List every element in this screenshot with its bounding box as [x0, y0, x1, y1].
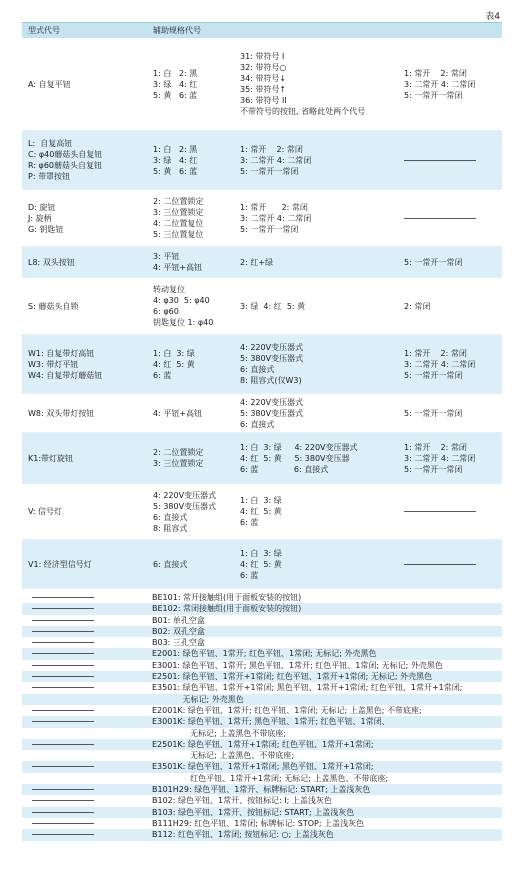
model-code-cell: L: 自复高钮 C: φ40蘑菇头自复钮 R: φ60蘑菇头自复钮 P: 带罩按钮 [28, 139, 103, 181]
option-cell: 3: 绿 4: 红 5: 黄 [240, 301, 306, 311]
empty-dash [32, 710, 94, 711]
table-row [22, 190, 502, 247]
special-text: B02: 双孔空盒 [152, 626, 205, 636]
special-text: E2001: 绿色平钮、1常开; 红色平钮、1常闭; 无标记; 外壳黑色 [152, 649, 377, 659]
option-cell: 1: 白 3: 绿 4: 红 5: 黄 6: 蓝 [240, 548, 282, 580]
contact-cell [404, 506, 476, 517]
special-text: E3501: 绿色平钮、1常开+1常闭; 黑色平钮、1常开+1常闭; 红色平钮、1常开+1常闭; [152, 683, 463, 693]
special-text: B03: 三孔空盒 [152, 638, 205, 648]
special-text: B103: 绿色平钮、1常开、按钮标记: START; 上盖浅灰色 [152, 807, 355, 817]
aux-code-cell: 2: 二位置锁定 3: 三位置锁定 [153, 448, 204, 468]
aux-code-cell: 6: 直接式 [153, 559, 188, 569]
special-row [22, 592, 502, 603]
special-row [22, 750, 502, 761]
aux-code-cell: 1: 白 2: 黑 3: 绿 4: 红 5: 黄 6: 蓝 [153, 144, 198, 176]
empty-dash [32, 653, 94, 654]
special-text: E2001K: 绿色平钮、1常开; 红色平钮、1常闭; 无标记; 上盖黑色; 不带底座; [152, 705, 422, 715]
empty-dash [32, 665, 94, 666]
special-row [22, 637, 502, 648]
special-row [22, 682, 502, 693]
special-row [22, 626, 502, 637]
empty-dash [32, 834, 94, 835]
option-cell: 4: 220V变压器式 5: 380V变压器式 6: 直接式 8: 阻容式(仅W3) [240, 343, 304, 385]
empty-dash [32, 631, 94, 632]
empty-dash [32, 812, 94, 813]
special-row [22, 671, 502, 682]
table-row [22, 394, 502, 433]
special-row [22, 807, 502, 818]
option-cell: 1: 白 3: 绿 4: 220V变压器式 4: 红 5: 黄 5: 380V变压器 6: 蓝 6: 直接式 [240, 442, 358, 474]
contact-cell [404, 559, 476, 570]
special-text: E2501K: 绿色平钮、1常开+1常闭; 红色平钮、1常开+1常闭; [152, 739, 374, 749]
special-text: B102: 绿色平钮、1常开、按钮标记: I; 上盖浅灰色 [152, 796, 332, 806]
empty-dash [32, 676, 94, 677]
special-text: E3001K: 绿色平钮、1常开; 黑色平钮、1常开; 红色平钮、1常闭、 [152, 717, 390, 727]
table-row [22, 335, 502, 394]
contact-cell [404, 155, 476, 166]
special-row [22, 648, 502, 659]
empty-dash [32, 744, 94, 745]
special-text: B101H29: 绿色平钮、1常开、标牌标记: START; 上盖浅灰色 [152, 785, 371, 795]
option-cell: 1: 常开 2: 常闭 3: 二常开 4: 二常闭 5: 一常开一常闭 [240, 202, 312, 234]
model-code-cell: K1:带灯旋钮 [28, 453, 74, 463]
table-row [22, 131, 502, 190]
table-row [22, 484, 502, 540]
aux-code-cell: 2: 二位置锁定 3: 三位置锁定 4: 二位置复位 5: 三位置复位 [153, 197, 204, 239]
model-code-cell: S: 蘑菇头自锁 [28, 301, 79, 311]
special-row [22, 615, 502, 626]
special-row [22, 784, 502, 795]
special-text: 无标记; 上盖黑色不带底座; [152, 728, 287, 738]
table-row [22, 38, 502, 131]
option-cell: 1: 白 3: 绿 4: 红 5: 黄 6: 蓝 [240, 496, 282, 527]
aux-code-cell: 4: 平钮+高钮 [153, 408, 203, 418]
special-text: E3001: 绿色平钮、1常开; 黑色平钮、1常开; 红色平钮、1常闭; 无标记; 外壳黑色 [152, 660, 443, 670]
aux-code-cell: 转动复位 4: φ30 5: φ40 6: φ60 钥匙复位 1: φ40 [153, 285, 214, 327]
special-row [22, 795, 502, 806]
special-text: BE101: 常开接触组(用于面板安装的按钮) [152, 593, 302, 602]
special-text: E3501K: 绿色平钮、1常开+1常闭; 黑色平钮、1常开+1常闭; [152, 762, 374, 772]
aux-code-cell: 4: 220V变压器式 5: 380V变压器式 6: 直接式 8: 阻容式 [153, 490, 217, 533]
header-col1: 型式代号 [28, 26, 60, 35]
contact-cell: 1: 常开 2: 常闭 3: 二常开 4: 二常闭 5: 一常开一常闭 [404, 442, 476, 474]
spec-table [22, 22, 502, 841]
option-cell: 2: 红+绿 [240, 257, 274, 267]
special-row [22, 694, 502, 705]
table-number: 表4 [485, 12, 500, 22]
contact-cell: 2: 常闭 [404, 301, 431, 311]
special-row [22, 603, 502, 614]
aux-code-cell: 3: 平钮 4: 平钮+高钮 [153, 252, 203, 272]
special-row [22, 716, 502, 727]
empty-dash [32, 608, 94, 609]
empty-dash [32, 766, 94, 767]
table-row [22, 433, 502, 484]
model-code-cell: V1: 经济型信号灯 [28, 559, 92, 569]
special-row [22, 829, 502, 840]
option-cell: 1: 常开 2: 常闭 3: 二常开 4: 二常闭 5: 一常开一常闭 [240, 144, 312, 176]
option-cell: 4: 220V变压器式 5: 380V变压器式 6: 直接式 [240, 397, 304, 429]
special-models-list [22, 592, 502, 841]
model-code-cell: W8: 双头带灯按钮 [28, 408, 95, 418]
empty-dash [404, 564, 476, 565]
empty-dash [404, 160, 476, 161]
aux-code-cell: 1: 白 3: 绿 4: 红 5: 黄 6: 蓝 [153, 348, 195, 380]
special-row [22, 660, 502, 671]
special-text: 红色平钮、1常开+1常闭; 无标记; 上盖黑色、不带底座; [152, 773, 389, 783]
contact-cell: 5: 一常开一常闭 [404, 257, 463, 267]
model-code-cell: L8: 双头按钮 [28, 257, 75, 267]
option-cell: 31: 带符号 I 32: 带符号○ 34: 带符号↓ 35: 带符号↑ 36: 带符号 II 不带符号的按钮, 省略此处两个代号 [240, 52, 366, 116]
special-text: 无标记; 上盖黑色、不带底座; [152, 751, 295, 761]
special-row [22, 761, 502, 772]
contact-cell: 1: 常开 2: 常闭 3: 二常开 4: 二常闭 5: 一常开一常闭 [404, 348, 476, 380]
model-code-cell: V: 信号灯 [28, 507, 63, 516]
table-row [22, 540, 502, 589]
special-text: B01: 单孔空盒 [152, 615, 205, 625]
special-row [22, 773, 502, 784]
model-code-cell: D: 旋钮 J: 旋柄 G: 钥匙钮 [28, 202, 64, 234]
special-text: BE102: 常闭接触组(用于面板安装的按钮) [152, 604, 302, 614]
special-row [22, 818, 502, 829]
empty-dash [32, 800, 94, 801]
table-header [22, 22, 502, 38]
empty-dash [32, 642, 94, 643]
empty-dash [32, 789, 94, 790]
special-text: B112: 红色平钮、1常闭; 按钮标记: ○; 上盖浅灰色 [152, 830, 334, 840]
aux-code-cell: 1: 白 2: 黑 3: 绿 4: 红 5: 黄 6: 蓝 [153, 68, 198, 100]
empty-dash [404, 218, 476, 219]
contact-cell: 5: 一常开一常闭 [404, 408, 463, 418]
empty-dash [404, 511, 476, 512]
empty-dash [32, 597, 94, 598]
table-row [22, 278, 502, 335]
special-text: E2501: 绿色平钮、1常开+1常闭; 红色平钮、1常开+1常闭; 无标记; 外壳黑色 [152, 672, 433, 682]
contact-cell: 1: 常开 2: 常闭 3: 二常开 4: 二常闭 5: 一常开一常闭 [404, 68, 476, 100]
special-row [22, 728, 502, 739]
special-row [22, 739, 502, 750]
header-col2: 辅助规格代号 [153, 26, 201, 35]
contact-cell [404, 213, 476, 224]
empty-dash [32, 620, 94, 621]
table-row [22, 247, 502, 278]
special-row [22, 705, 502, 716]
empty-dash [32, 823, 94, 824]
empty-dash [32, 687, 94, 688]
empty-dash [32, 721, 94, 722]
model-code-cell: W1: 自复带灯高钮 W3: 带灯平钮 W4: 自复带灯蘑菇钮 [28, 348, 103, 380]
model-code-cell: A: 自复平钮 [28, 79, 71, 89]
special-text: B111H29: 红色平钮、1常闭; 标牌标记: STOP; 上盖浅灰色 [152, 818, 365, 828]
special-text: 无标记; 外壳黑色 [152, 694, 244, 704]
table-body [22, 38, 502, 589]
